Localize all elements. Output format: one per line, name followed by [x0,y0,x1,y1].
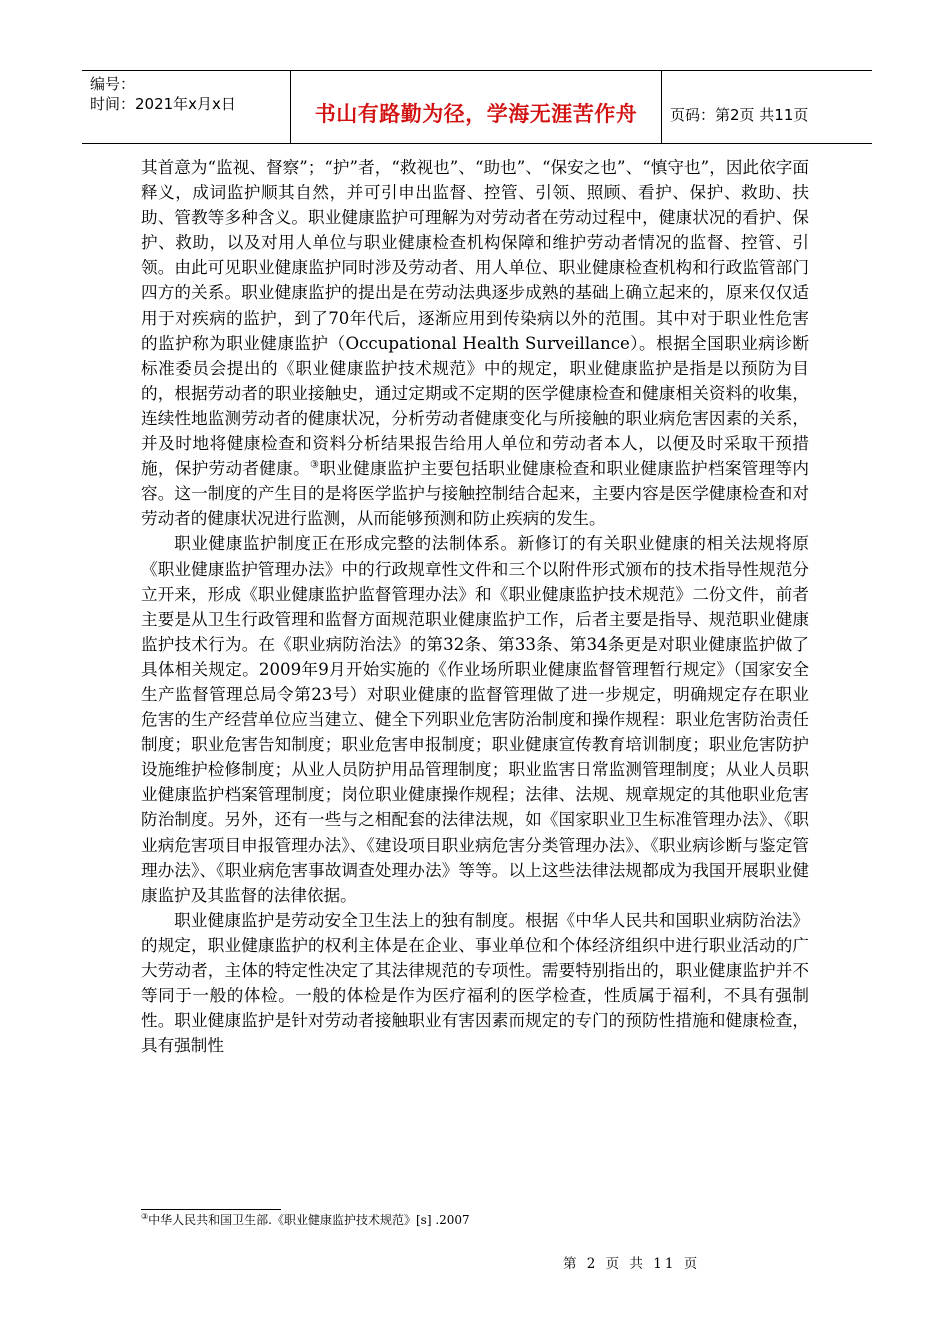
footnote-text: 中华人民共和国卫生部.《职业健康监护技术规范》[s] .2007 [148,1213,470,1227]
footnote-reference[interactable]: ③ [309,459,320,471]
footnote-mark: ③ [141,1212,149,1221]
paragraph-3: 职业健康监护是劳动安全卫生法上的独有制度。根据《中华人民共和国职业病防治法》的规定，职业健康监护的权利主体是在企业、事业单位和个体经济组织中进行职业活动的广大劳动者，主体的特定性决定了其法律规范的专项性。需要特别指出的，职业健康监护并不等同于一般的体检。一般的体检是作为医疗福利的医学检查，性质属于福利，不具有强制性。职业健康监护是针对劳动者接触职业有害因素而规定的专门的预防性措施和健康检查，具有强制性 [141,910,809,1056]
paragraph-1-part-a: 其首意为“监视、督察”；“护”者，“救视也”、“助也”、“保安之也”、“慎守也”，因此依字面释义，成词监护顺其自然，并可引申出监督、控管、引领、照顾、看护、保护、救助、扶助、管教等多种含义。职业健康监护可理解为对劳动者在劳动过程中，健康状况的看护、保护、救助，以及对用人单位与职业健康检查机构保障和维护劳动者情况的监督、控管、引领。由此可见职业健康监护同时涉及劳动者、用人单位、职业健康检查机构和行政监管部门四方的关系。职业健康监护的提出是在劳动法典逐步成熟的基础上确立起来的，原来仅仅适用于对疾病的监护，到了70年代后，逐渐应用到传染病以外的范围。其中对于职业性危害的监护称为职业健康监护（Occupational Health Surveillance）。根据全国职业病诊断标准委员会提出的《职业健康监护技术规范》中的规定，职业健康监护是指是以预防为目的，根据劳动者的职业接触史，通过定期或不定期的医学健康检查和健康相关资料的收集，连续性地监测劳动者的健康状况，分析劳动者健康变化与所接触的职业病危害因素的关系，并及时地将健康检查和资料分析结果报告给用人单位和劳动者本人，以便及时采取干预措施，保护劳动者健康。 [141,158,809,479]
header-motto-cell [290,71,662,143]
footnote-divider [141,1209,281,1210]
header-meta [82,71,290,143]
document-body [141,155,809,1058]
page-footer-number: 第 2 页 共 11 页 [563,1256,701,1272]
paragraph-2: 职业健康监护制度正在形成完整的法制体系。新修订的有关职业健康的相关法规将原《职业健康监护管理办法》中的行政规章性文件和三个以附件形式颁布的技术指导性规范分立开来，形成《职业健康监护监督管理办法》和《职业健康监护技术规范》二份文件，前者主要是从卫生行政管理和监督方面规范职业健康监护工作，后者主要是指导、规范职业健康监护技术行为。在《职业病防治法》的第32条、第33条、第34条更是对职业健康监护做了具体相关规定。2009年9月开始实施的《作业场所职业健康监督管理暂行规定》（国家安全生产监督管理总局令第23号）对职业健康的监督管理做了进一步规定，明确规定存在职业危害的生产经营单位应当建立、健全下列职业危害防治制度和操作规程：职业危害防治责任制度；职业危害告知制度；职业危害申报制度；职业健康宣传教育培训制度；职业危害防护设施维护检修制度；从业人员防护用品管理制度；职业监害日常监测管理制度；从业人员职业健康监护档案管理制度；岗位职业健康操作规程；法律、法规、规章规定的其他职业危害防治制度。另外，还有一些与之相配套的法律法规，如《国家职业卫生标准管理办法》、《职业病危害项目申报管理办法》、《建设项目职业病危害分类管理办法》、《职业病诊断与鉴定管理办法》、《职业病危害事故调查处理办法》等等。以上这些法律法规都成为我国开展职业健康监护及其监督的法律依据。 [141,534,809,905]
header-motto: 书山有路勤为径，学海无涯苦作舟 [314,102,638,126]
header-page-cell [662,71,872,143]
page-header [82,70,872,144]
paragraph-1 [141,155,809,531]
paragraph-1-part-b: 职业健康监护主要包括职业健康检查和职业健康监护档案管理等内容。这一制度的产生目的是将医学监护与接触控制结合起来，主要内容是医学健康检查和对劳动者的健康状况进行监测，从而能够预测和防止疾病的发生。 [141,459,810,529]
doc-time-label: 时间：2021年x月x日 [90,95,236,113]
header-page-number: 页码：第2页 共11页 [670,105,809,124]
footnote [141,1212,809,1228]
doc-code-label: 编号： [90,75,136,93]
